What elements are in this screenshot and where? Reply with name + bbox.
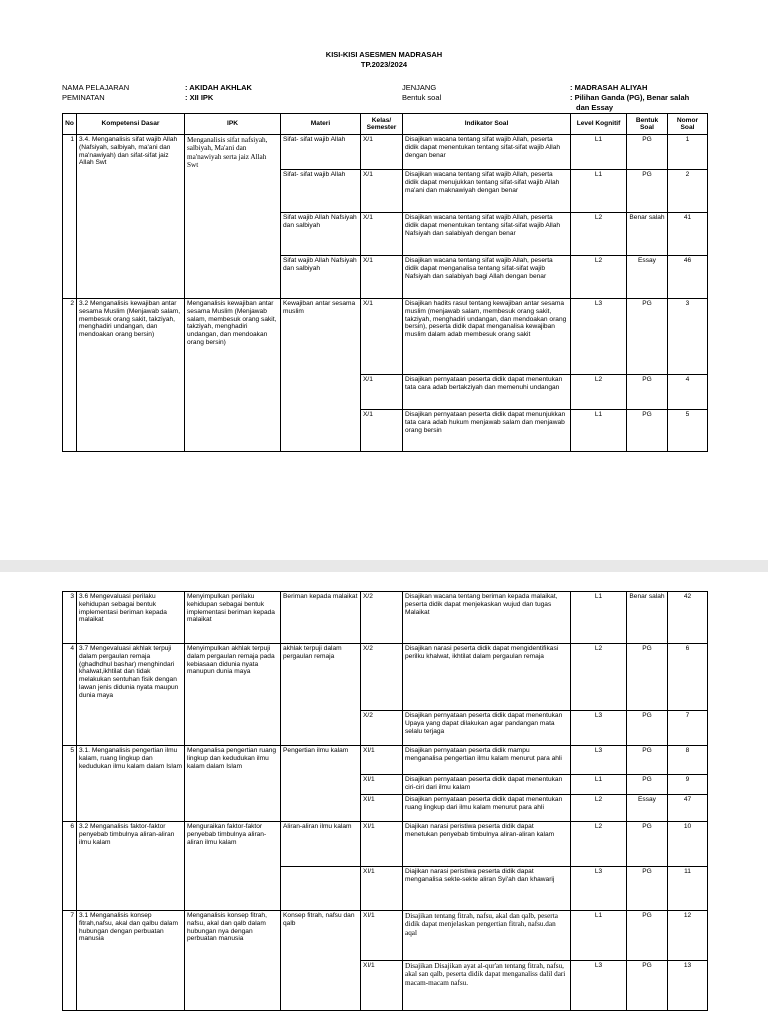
subject-value: : AKIDAH AKHLAK — [185, 83, 252, 92]
cell-level: L1 — [571, 775, 627, 795]
cell-kd: 3.6 Mengevaluasi perilaku kehidupan sebagai bentuk implementasi beriman kepada malaikat — [77, 592, 185, 644]
cell-nomor: 4 — [668, 375, 708, 410]
cell-indikator: Disajikan wacana tentang sifat wajib Allah, peserta didik dapat menganalisa tentang sifat-sifat wajib Nafsiyah dan salabiyah bagi Allah dengan benar — [403, 256, 571, 299]
cell-level: L3 — [571, 961, 627, 1011]
cell-indikator: Disajikan wacana tentang sifat wajib Allah, peserta didik dapat menentukan tentang sifat-sifat wajib Allah Nafsiyah dan salabiyah dengan benar — [403, 213, 571, 256]
cell-bentuk: PG — [627, 961, 668, 1011]
cell-level: L2 — [571, 375, 627, 410]
cell-level: L2 — [571, 213, 627, 256]
cell-materi: Sifat wajib Allah Nafsiyah dan salbiyah — [281, 213, 361, 256]
cell-kelas: X/1 — [361, 170, 403, 213]
cell-nomor: 11 — [668, 867, 708, 911]
cell-kelas: X/1 — [361, 135, 403, 170]
cell-kd: 3.4. Menganalisis sifat wajib Allah (Nafsiyah, salbiyah, ma'ani dan ma'nawiyah) dan sifat-sifat jaiz Allah Swt — [77, 135, 185, 299]
cell-bentuk: PG — [627, 135, 668, 170]
cell-ipk: Menganalisis sifat nafsiyah, salbiyah, Ma'ani dan ma'nawiyah serta jaiz Allah Swt — [185, 135, 281, 299]
question-type-label: Bentuk soal — [402, 93, 442, 102]
cell-materi: Sifat- sifat wajib Allah — [281, 135, 361, 170]
cell-bentuk: PG — [627, 911, 668, 961]
cell-nomor: 42 — [668, 592, 708, 644]
cell-materi-empty — [281, 867, 361, 911]
cell-level: L1 — [571, 135, 627, 170]
cell-nomor: 9 — [668, 775, 708, 795]
cell-indikator: Diajikan narasi peristiwa peserta didik dapat menetukan penyebab timbulnya aliran-aliran kalam — [403, 822, 571, 867]
cell-bentuk: Essay — [627, 256, 668, 299]
table-header-row — [63, 114, 708, 135]
table-row — [63, 911, 708, 961]
doc-year: TP.2023/2024 — [360, 60, 408, 69]
cell-materi: Sifat- sifat wajib Allah — [281, 170, 361, 213]
cell-bentuk: PG — [627, 410, 668, 452]
cell-kelas: XI/1 — [361, 911, 403, 961]
cell-indikator: Disajikan wacana tentang sifat wajib Allah, peserta didik dapat menujukkan tentang sifat-sifat wajib Allah ma'ani dan maknawiyah dengan benar — [403, 170, 571, 213]
col-header-ipk: IPK — [185, 114, 281, 135]
cell-indikator: Disajikan pernyataan peserta didik dapat menentukan Upaya yang dapat dilakukan agar pandangan mata selalu terjaga — [403, 711, 571, 746]
grid-table-page-1 — [62, 113, 708, 452]
cell-ipk: Menganalisis konsep fitrah, nafsu, akal dan qalb dalam hubungan nya dengan perbuatan manusia — [185, 911, 281, 1011]
cell-bentuk: PG — [627, 170, 668, 213]
cell-kelas: XI/1 — [361, 795, 403, 822]
cell-nomor: 10 — [668, 822, 708, 867]
cell-indikator: Disajikan wacana tentang sifat wajib Allah, peserta didik dapat menentukan tentang sifat-sifat wajib Allah dengan benar — [403, 135, 571, 170]
cell-kelas: XI/1 — [361, 775, 403, 795]
cell-materi: akhlak terpuji dalam pergaulan remaja — [281, 644, 361, 746]
cell-kelas: X/1 — [361, 299, 403, 375]
cell-indikator: Disajikan wacana tentang beriman kepada malaikat, peserta didik dapat menjekaskan wujud dan tugas Malaikat — [403, 592, 571, 644]
table-row — [63, 592, 708, 644]
cell-level: L1 — [571, 911, 627, 961]
cell-kelas: X/2 — [361, 711, 403, 746]
cell-no: 5 — [63, 746, 77, 822]
cell-indikator: Disajikan Disajikan ayat al-qur'an tentang fitrah, nafsu, akal san qalb, peserta didik dapat menganaliss dalil dari macam-macam nafsu. — [403, 961, 571, 1011]
cell-ipk: Menguraikan faktor-faktor penyebab timbulnya aliran-aliran ilmu kalam — [185, 822, 281, 911]
cell-materi: Sifat wajib Allah Nafsiyah dan salbiyah — [281, 256, 361, 299]
cell-level: L3 — [571, 711, 627, 746]
cell-kelas: XI/1 — [361, 822, 403, 867]
cell-bentuk: PG — [627, 299, 668, 375]
col-header-nomor: Nomor Soal — [668, 114, 708, 135]
cell-indikator: Disajikan narasi peserta didik dapat mengidentifikasi perilku khalwat, ikhtilat dalam pergaulan remaja — [403, 644, 571, 711]
cell-no: 2 — [63, 299, 77, 452]
cell-kelas: X/2 — [361, 592, 403, 644]
cell-bentuk: PG — [627, 746, 668, 775]
cell-level: L3 — [571, 299, 627, 375]
cell-kelas: X/1 — [361, 213, 403, 256]
question-type-value: : Pilihan Ganda (PG), Benar salah — [570, 93, 690, 102]
question-type-value-cont: dan Essay — [576, 103, 614, 112]
cell-nomor: 12 — [668, 911, 708, 961]
cell-no: 7 — [63, 911, 77, 1011]
cell-no: 3 — [63, 592, 77, 644]
cell-level: L1 — [571, 592, 627, 644]
cell-nomor: 46 — [668, 256, 708, 299]
table-row — [63, 644, 708, 711]
cell-kelas: XI/1 — [361, 961, 403, 1011]
table-row — [63, 746, 708, 775]
table-row — [63, 135, 708, 170]
col-header-bentuk: Bentuk Soal — [627, 114, 668, 135]
cell-materi: Aliran-aliran ilmu kalam — [281, 822, 361, 867]
table-row — [63, 822, 708, 867]
cell-level: L3 — [571, 746, 627, 775]
cell-bentuk: PG — [627, 375, 668, 410]
cell-nomor: 2 — [668, 170, 708, 213]
col-header-no: No — [63, 114, 77, 135]
cell-materi: Pengertian ilmu kalam — [281, 746, 361, 822]
grid-table-page-2 — [62, 591, 708, 1011]
cell-indikator: Disajikan pernyataan peserta didik dapat menentukan tata cara adab bertakziyah dan memenuhi undangan — [403, 375, 571, 410]
cell-materi: Kewajiban antar sesama muslim — [281, 299, 361, 452]
cell-indikator: Disajikan pernyataan peserta didik mampu menganalisa pengertian ilmu kalam menurut para ahli — [403, 746, 571, 775]
cell-no: 1 — [63, 135, 77, 299]
cell-nomor: 8 — [668, 746, 708, 775]
subject-label: NAMA PELAJARAN — [62, 83, 130, 92]
cell-nomor: 47 — [668, 795, 708, 822]
cell-ipk: Menyimpulkan perilaku kehidupan sebagai bentuk implementasi beriman kepada malaikat — [185, 592, 281, 644]
cell-level: L2 — [571, 256, 627, 299]
cell-kd: 3.2 Menganalisis kewajiban antar sesama Muslim (Menjawab salam, membesuk orang sakit, takziyah, menghadiri undangan, dan mendoakan orang bersin) — [77, 299, 185, 452]
cell-indikator: Disajikan tentang fitrah, nafsu, akal dan qalb, peserta didik dapat menjelaskan pengertian fitrah, nafsu.dan aqal — [403, 911, 571, 961]
cell-nomor: 5 — [668, 410, 708, 452]
level-value: : MADRASAH ALIYAH — [570, 83, 648, 92]
cell-indikator: Disajikan pernyataan peserta didik dapat menunjukkan tata cara adab hukum menjawab salam dan menjawab orang bersin — [403, 410, 571, 452]
cell-kd: 3.1. Menganalisis pengertian ilmu kalam, ruang lingkup dan kedudukan ilmu kalam dalam Islam — [77, 746, 185, 822]
col-header-materi: Materi — [281, 114, 361, 135]
cell-bentuk: Benar salah — [627, 213, 668, 256]
cell-kelas: XI/1 — [361, 867, 403, 911]
cell-indikator: Disajikan hadits rasul tentang kewajiban antar sesama muslim (menjawab salam, membesuk orang sakit, takziyah, menghadiri undangan, dan mendoakan orang bersin), peserta didik dapat menganalisa kewajiban muslim dalam adab membesuk orang sakit — [403, 299, 571, 375]
cell-no: 4 — [63, 644, 77, 746]
cell-nomor: 3 — [668, 299, 708, 375]
cell-ipk: Menganalisa pengertian ruang lingkup dan kedudukan ilmu kalam dalam Islam — [185, 746, 281, 822]
cell-nomor: 6 — [668, 644, 708, 711]
cell-nomor: 1 — [668, 135, 708, 170]
cell-level: L1 — [571, 410, 627, 452]
cell-bentuk: PG — [627, 822, 668, 867]
col-header-level: Level Kognitif — [571, 114, 627, 135]
specialization-label: PEMINATAN — [62, 93, 105, 102]
cell-kelas: X/1 — [361, 256, 403, 299]
cell-indikator: Disajikan pernyataan peserta didik dapat menentukan ciri-ciri dari ilmu kalam — [403, 775, 571, 795]
cell-kelas: XI/1 — [361, 746, 403, 775]
cell-ipk: Menyimpulkan akhlak terpuji dalam pergaulan remaja pada kebiasaan didunia nyata manupun dunia maya — [185, 644, 281, 746]
cell-materi: Konsep fitrah, nafsu dan qalb — [281, 911, 361, 1011]
cell-bentuk: PG — [627, 644, 668, 711]
cell-bentuk: Benar salah — [627, 592, 668, 644]
col-header-kelas: Kelas/ Semester — [361, 114, 403, 135]
col-header-kd: Kompetensi Dasar — [77, 114, 185, 135]
doc-title: KISI-KISI ASESMEN MADRASAH — [325, 50, 443, 59]
specialization-value: : XII IPK — [185, 93, 214, 102]
cell-nomor: 7 — [668, 711, 708, 746]
cell-level: L1 — [571, 170, 627, 213]
cell-kelas: X/2 — [361, 644, 403, 711]
cell-indikator: Disajikan pernyataan peserta didik dapat menentukan ruang lingkup dari ilmu kalam menurut para ahli — [403, 795, 571, 822]
cell-kd: 3.7 Mengevaluasi akhlak terpuji dalam pergaulan remaja (ghadhdhul bashar) menghindari khalwat,ikhtilat dan tidak melakukan sentuhan fisik dengan lawan jenis didunia nyata maupun dunia maya — [77, 644, 185, 746]
cell-kd: 3.2 Menganalisis faktor-faktor penyebab timbulnya aliran-aliran ilmu kalam — [77, 822, 185, 911]
cell-kelas: X/1 — [361, 410, 403, 452]
cell-bentuk: Essay — [627, 795, 668, 822]
level-label: JENJANG — [402, 83, 437, 92]
cell-ipk: Menganalisis kewajiban antar sesama Muslim (Menjawab salam, membesuk orang sakit, takziyah, menghadiri undangan, dan mendoakan orang bersin) — [185, 299, 281, 452]
cell-kelas: X/1 — [361, 375, 403, 410]
cell-nomor: 41 — [668, 213, 708, 256]
cell-level: L2 — [571, 644, 627, 711]
table-row — [63, 299, 708, 375]
col-header-indikator: Indikator Soal — [403, 114, 571, 135]
cell-bentuk: PG — [627, 711, 668, 746]
cell-nomor: 13 — [668, 961, 708, 1011]
cell-no: 6 — [63, 822, 77, 911]
cell-indikator: Diajikan narasi peristiwa peserta didik dapat menganalisa sekte-sekte aliran Syi'ah dan khawarij — [403, 867, 571, 911]
cell-level: L2 — [571, 822, 627, 867]
cell-level: L2 — [571, 795, 627, 822]
document-page-2 — [0, 572, 768, 1024]
cell-kd: 3.1 Menganalisis konsep fitrah,nafsu, akal dan qalbu dalam hubungan dengan perbuatan manusia — [77, 911, 185, 1011]
cell-bentuk: PG — [627, 775, 668, 795]
cell-level: L3 — [571, 867, 627, 911]
cell-bentuk: PG — [627, 867, 668, 911]
cell-materi: Beriman kepada malaikat — [281, 592, 361, 644]
